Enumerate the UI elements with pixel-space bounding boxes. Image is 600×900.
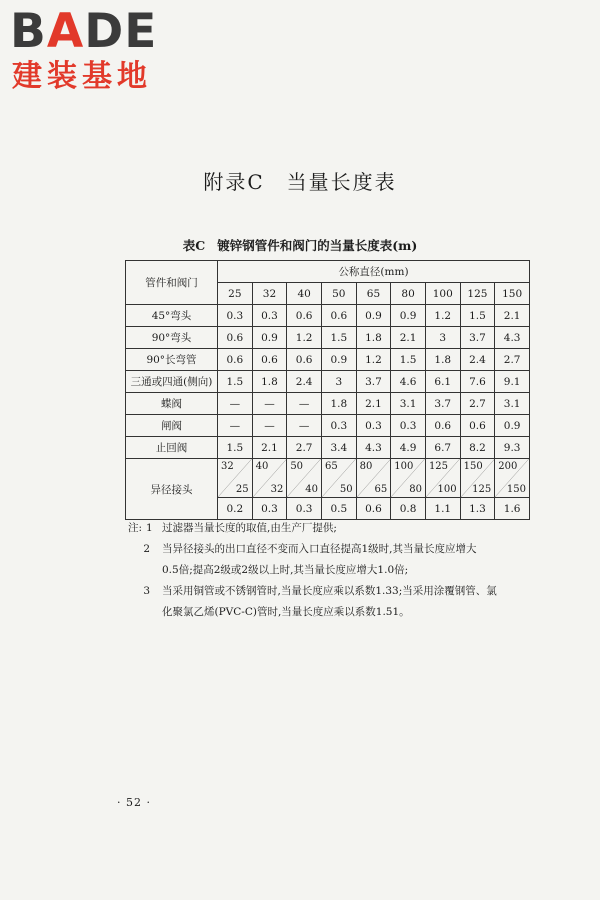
note-text: 0.5倍;提高2级或2级以上时,其当量长度应增大1.0倍; [162, 564, 409, 576]
reducer-inlet-size: 100 [394, 461, 414, 472]
reducer-outlet-size: 25 [235, 484, 249, 495]
value-cell: 0.9 [321, 349, 356, 371]
table-caption [0, 236, 600, 254]
reducer-size-cell [391, 459, 426, 498]
value-cell: 9.3 [495, 437, 530, 459]
fitting-name-cell: 蝶阀 [126, 393, 218, 415]
value-cell: — [287, 393, 322, 415]
value-cell: — [252, 415, 287, 437]
value-cell: 7.6 [460, 371, 495, 393]
diameter-header-cell: 32 [252, 283, 287, 305]
note-line [128, 539, 538, 560]
value-cell: 1.5 [460, 305, 495, 327]
value-cell: 3 [321, 371, 356, 393]
reducer-inlet-size: 150 [463, 461, 483, 472]
diameter-header-cell: 150 [495, 283, 530, 305]
value-cell: — [287, 415, 322, 437]
appendix-title [0, 166, 600, 195]
value-cell: 4.9 [391, 437, 426, 459]
value-cell: 3.7 [460, 327, 495, 349]
reducer-name-cell: 异径接头 [126, 459, 218, 520]
value-cell: 1.3 [460, 498, 495, 520]
value-cell: — [218, 393, 253, 415]
page-number: · 52 · [117, 796, 151, 809]
note-number: 3 [143, 585, 150, 597]
value-cell: 2.7 [287, 437, 322, 459]
note-text: 当采用铜管或不锈钢管时,当量长度应乘以系数1.33;当采用涂覆钢管、氯 [162, 585, 497, 597]
fitting-name-cell: 45°弯头 [126, 305, 218, 327]
group-header-cell: 公称直径(mm) [218, 261, 530, 283]
reducer-size-cell [321, 459, 356, 498]
value-cell: 0.9 [252, 327, 287, 349]
diameter-header-cell: 50 [321, 283, 356, 305]
value-cell: 3.7 [356, 371, 391, 393]
logo-wordmark: BADE [10, 4, 158, 59]
value-cell: 0.6 [460, 415, 495, 437]
value-cell: 0.6 [425, 415, 460, 437]
value-cell: 4.6 [391, 371, 426, 393]
table-row [126, 327, 530, 349]
table-row [126, 415, 530, 437]
diameter-header-cell: 100 [425, 283, 460, 305]
note-text: 化聚氯乙烯(PVC-C)管时,当量长度应乘以系数1.51。 [162, 606, 410, 618]
reducer-inlet-size: 32 [221, 461, 234, 472]
diameter-header-cell: 80 [391, 283, 426, 305]
value-cell: 3.1 [391, 393, 426, 415]
value-cell: 3.4 [321, 437, 356, 459]
value-cell: 1.2 [287, 327, 322, 349]
table-row [126, 305, 530, 327]
value-cell: 0.6 [287, 349, 322, 371]
value-cell: 0.6 [218, 327, 253, 349]
reducer-outlet-size: 125 [472, 484, 492, 495]
value-cell: 4.3 [495, 327, 530, 349]
reducer-size-row [126, 459, 530, 498]
value-cell: 0.6 [287, 305, 322, 327]
value-cell: 0.3 [321, 415, 356, 437]
value-cell: 0.9 [391, 305, 426, 327]
fitting-name-cell: 止回阀 [126, 437, 218, 459]
value-cell: 0.3 [287, 498, 322, 520]
fitting-name-cell: 三通或四通(侧向) [126, 371, 218, 393]
value-cell: 0.6 [252, 349, 287, 371]
reducer-inlet-size: 80 [359, 461, 373, 472]
value-cell: 9.1 [495, 371, 530, 393]
note-indent [128, 602, 162, 623]
value-cell: 1.5 [321, 327, 356, 349]
reducer-outlet-size: 65 [374, 484, 388, 495]
fitting-name-cell: 闸阀 [126, 415, 218, 437]
value-cell: 0.3 [252, 305, 287, 327]
reducer-outlet-size: 80 [409, 484, 422, 495]
table-row [126, 437, 530, 459]
reducer-size-cell [287, 459, 322, 498]
value-cell: 6.7 [425, 437, 460, 459]
value-cell: 1.8 [356, 327, 391, 349]
table-row [126, 393, 530, 415]
value-cell: — [218, 415, 253, 437]
value-cell: 1.1 [425, 498, 460, 520]
reducer-outlet-size: 50 [339, 484, 353, 495]
value-cell: 2.7 [460, 393, 495, 415]
diameter-header-cell: 125 [460, 283, 495, 305]
reducer-size-cell [356, 459, 391, 498]
value-cell: — [252, 393, 287, 415]
value-cell: 0.3 [252, 498, 287, 520]
value-cell: 2.1 [252, 437, 287, 459]
fitting-name-cell: 90°弯头 [126, 327, 218, 349]
reducer-inlet-size: 200 [498, 461, 518, 472]
reducer-size-cell [495, 459, 530, 498]
value-cell: 1.5 [218, 437, 253, 459]
note-text: 当异径接头的出口直径不变而入口直径提高1级时,其当量长度应增大 [162, 543, 477, 555]
table-caption-text: 镀锌钢管件和阀门的当量长度表(m) [217, 238, 418, 253]
row-header-cell: 管件和阀门 [126, 261, 218, 305]
value-cell: 0.6 [321, 305, 356, 327]
appendix-heading: 当量长度表 [286, 170, 397, 194]
value-cell: 2.4 [287, 371, 322, 393]
value-cell: 1.6 [495, 498, 530, 520]
value-cell: 0.2 [218, 498, 253, 520]
value-cell: 1.2 [356, 349, 391, 371]
value-cell: 0.9 [356, 305, 391, 327]
note-line [128, 602, 538, 623]
value-cell: 2.4 [460, 349, 495, 371]
value-cell: 6.1 [425, 371, 460, 393]
reducer-outlet-size: 150 [506, 484, 526, 495]
notes-section [128, 518, 538, 623]
table-caption-label: 表C [182, 238, 206, 253]
value-cell: 3.7 [425, 393, 460, 415]
reducer-outlet-size: 40 [305, 484, 318, 495]
diameter-header-cell: 40 [287, 283, 322, 305]
value-cell: 1.5 [218, 371, 253, 393]
reducer-outlet-size: 32 [270, 484, 284, 495]
note-text: 过滤器当量长度的取值,由生产厂提供; [162, 522, 337, 534]
table-row [126, 349, 530, 371]
value-cell: 1.2 [425, 305, 460, 327]
value-cell: 3.1 [495, 393, 530, 415]
reducer-size-cell [252, 459, 287, 498]
note-indent [128, 560, 162, 581]
value-cell: 0.3 [391, 415, 426, 437]
equivalent-length-table [125, 260, 530, 520]
notes-label: 注: [128, 522, 143, 534]
value-cell: 2.7 [495, 349, 530, 371]
value-cell: 0.9 [495, 415, 530, 437]
value-cell: 8.2 [460, 437, 495, 459]
value-cell: 1.8 [425, 349, 460, 371]
value-cell: 0.5 [321, 498, 356, 520]
diameter-header-cell: 65 [356, 283, 391, 305]
reducer-inlet-size: 40 [255, 461, 269, 472]
logo-chinese-name: 建装基地 [12, 59, 152, 94]
value-cell: 0.8 [391, 498, 426, 520]
fitting-name-cell: 90°长弯管 [126, 349, 218, 371]
note-line [128, 560, 538, 581]
reducer-size-cell [460, 459, 495, 498]
appendix-label: 附录C [203, 170, 265, 194]
bade-logo [10, 4, 190, 96]
value-cell: 2.1 [391, 327, 426, 349]
reducer-inlet-size: 65 [324, 461, 338, 472]
value-cell: 0.3 [356, 415, 391, 437]
value-cell: 1.8 [252, 371, 287, 393]
table-row [126, 371, 530, 393]
diameter-header-cell: 25 [218, 283, 253, 305]
value-cell: 0.3 [218, 305, 253, 327]
value-cell: 3 [425, 327, 460, 349]
value-cell: 1.8 [321, 393, 356, 415]
value-cell: 0.6 [218, 349, 253, 371]
value-cell: 0.6 [356, 498, 391, 520]
value-cell: 1.5 [391, 349, 426, 371]
reducer-size-cell [218, 459, 253, 498]
value-cell: 2.1 [356, 393, 391, 415]
note-line [128, 518, 538, 539]
reducer-outlet-size: 100 [437, 484, 457, 495]
note-number: 1 [146, 522, 153, 534]
note-line [128, 581, 538, 602]
value-cell: 4.3 [356, 437, 391, 459]
reducer-inlet-size: 50 [290, 461, 304, 472]
note-number: 2 [143, 543, 150, 555]
value-cell: 2.1 [495, 305, 530, 327]
reducer-size-cell [425, 459, 460, 498]
reducer-inlet-size: 125 [428, 461, 449, 472]
